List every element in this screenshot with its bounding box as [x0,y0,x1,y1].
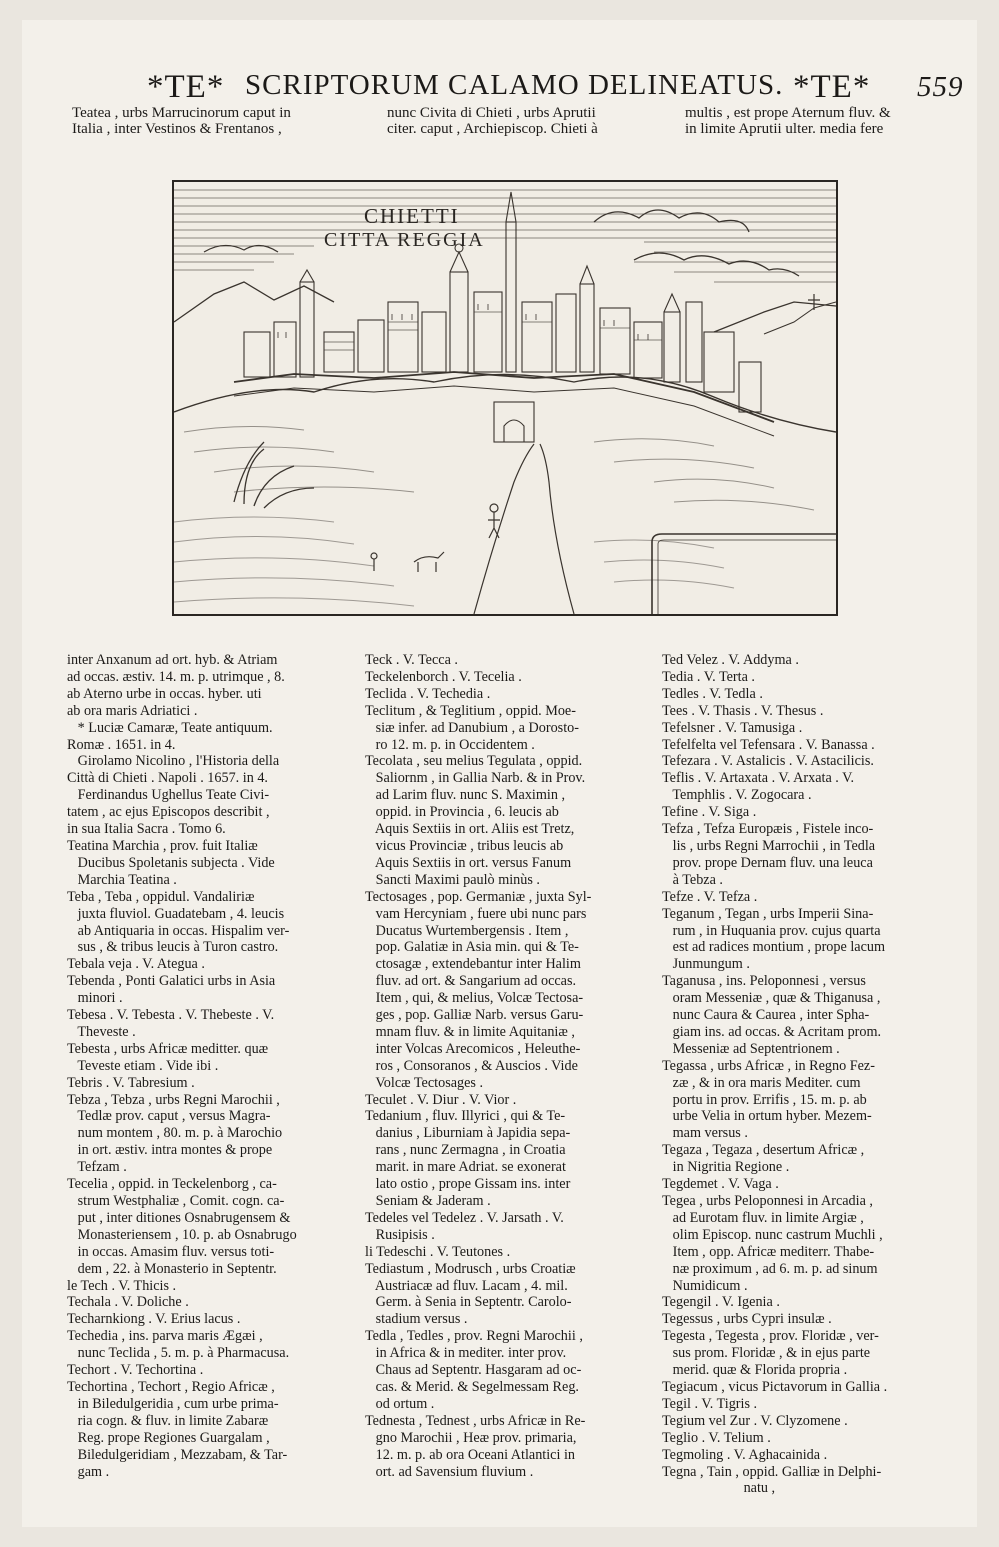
entry-line: sus , & tribus leucis à Turon castro. [67,939,279,956]
entry-line: stadium versus . [365,1311,468,1328]
entry-line: Tegdemet . V. Vaga . [662,1176,779,1193]
entry-line: vam Hercyniam , fuere ubi nunc pars [365,905,587,922]
entry-line: Teganum , Tegan , urbs Imperii Sina- [662,905,874,922]
entry-line: zæ , & in ora maris Mediter. cum [662,1074,861,1091]
entry-line: nunc Teclida , 5. m. p. à Pharmacusa. [67,1345,290,1362]
entry-line: od ortum . [365,1395,435,1412]
header-tag-left: *TE* [147,69,225,105]
entries-column-2 [365,652,647,1480]
entry-line: in ort. æstiv. intra montes & prope [67,1142,273,1159]
entry-line: giam ins. ad occas. & Acritam prom. [662,1023,882,1040]
entry-line: Tefezara . V. Astalicis . V. Astacilicis. [662,753,874,770]
entry-line: nunc Caura & Caurea , inter Spha- [662,1007,870,1024]
entry-line: Chaus ad Septentr. Hasgaram ad oc- [365,1362,582,1379]
page-number: 559 [917,71,964,103]
entry-line: Girolamo Nicolino , l'Historia della [67,753,280,770]
mountain [174,282,334,322]
entry-line: inter Anxanum ad ort. hyb. & Atriam [67,652,278,668]
entry-line: Tegesta , Tegesta , prov. Floridæ , ver- [662,1328,879,1345]
entry-line: cas. & Merid. & Segelmessam Reg. [365,1378,579,1395]
entry-line: Tebala veja . V. Ategua . [67,956,205,973]
entry-line: Tebza , Tebza , urbs Regni Marochii , [67,1091,280,1108]
entry-line: Theveste . [67,1023,136,1040]
mountain [764,302,836,334]
entry-line: Tegaza , Tegaza , desertum Africæ , [662,1142,865,1159]
entry-line: Numidicum . [662,1277,748,1294]
cloud [594,210,749,232]
entry-line: ros , Consoranos , & Auscios . Vide [365,1057,578,1074]
entry-line: Tebesta , urbs Africæ meditter. quæ [67,1040,269,1057]
entry-line: mnam fluv. & in limite Aquitaniæ , [365,1023,575,1040]
entry-line: Tednesta , Tednest , urbs Africæ in Re- [365,1412,586,1429]
entry-line: gam . [67,1463,110,1480]
entry-line: Techort . V. Techortina . [67,1362,204,1379]
entry-line: in occas. Amasim fluv. versus toti- [67,1243,275,1260]
page-sheet [22,20,977,1527]
engraving-drawing [174,182,836,614]
entry-line: Tegna , Tain , oppid. Galliæ in Delphi- [662,1463,882,1480]
entry-line: Aquis Sextiis in ort. Aliis est Tretz, [365,821,575,838]
entry-line: Città di Chieti . Napoli . 1657. in 4. [67,770,268,787]
entry-line: Monasteriensem , 10. p. ab Osnabrugo [67,1226,297,1243]
entry-line: ab Antiquaria in occas. Hispalim ver- [67,922,290,939]
entry-line: pop. Galatiæ in Asia min. qui & Te- [365,939,579,956]
entry-line: ort. ad Savensium fluvium . [365,1463,534,1480]
entry-line: Rusipisis . [365,1226,435,1243]
entry-line: est ad radices montium , prope lacum [662,939,885,956]
entry-line: Tedlæ prov. caput , versus Magra- [67,1108,271,1125]
entry-line: Tegessus , urbs Cypri insulæ . [662,1311,832,1328]
entry-line: næ proximum , ad 6. m. p. ad sinum [662,1260,878,1277]
entry-line: Techedia , ins. parva maris Ægæi , [67,1328,263,1345]
entry-line: Biledulgeridiam , Mezzabam, & Tar- [67,1446,288,1463]
entry-line: Item , opp. Africæ mediterr. Thabe- [662,1243,875,1260]
entry-line: ria cogn. & fluv. in limite Zabaræ [67,1412,269,1429]
entry-line: in sua Italia Sacra . Tomo 6. [67,821,226,838]
entry-line: Messeniæ ad Septentrionem . [662,1040,840,1057]
plant [234,442,314,508]
intro-line: nunc Civita di Chieti , urbs Aprutii [387,105,596,121]
entry-line: Saliornm , in Gallia Narb. & in Prov. [365,770,586,787]
entry-line: Tegium vel Zur . V. Clyzomene . [662,1412,848,1429]
entry-line: ges , pop. Galliæ Narb. versus Garu- [365,1007,584,1024]
intro-column-middle [387,105,598,137]
entry-line: Teveste etiam . Vide ibi . [67,1057,219,1074]
entry-line: Techortina , Techort , Regio Africæ , [67,1378,275,1395]
entry-line: dem , 22. à Monasterio in Septentr. [67,1260,277,1277]
entry-line: Tegengil . V. Igenia . [662,1294,780,1311]
entry-line: li Tedeschi . V. Teutones . [365,1243,511,1260]
road [474,444,534,614]
entry-line: Austriacæ ad fluv. Lacam , 4. mil. [365,1277,568,1294]
entry-line: ad occas. æstiv. 14. m. p. utrimque , 8. [67,668,285,685]
entry-line: urbe Velia in ortum hyber. Mezem- [662,1108,872,1125]
entry-line: ad Eurotam fluv. in limite Argiæ , [662,1209,864,1226]
entry-line: Germ. à Senia in Septentr. Carolo- [365,1294,572,1311]
entry-line: oppid. in Provincia , 6. leucis ab [365,804,559,821]
entry-line: Teclida . V. Techedia . [365,685,491,702]
entry-line: in Africa & in mediter. inter prov. [365,1345,567,1362]
entry-line: juxta fluviol. Guadatebam , 4. leucis [67,905,285,922]
entries-column-1 [67,652,347,1480]
entry-line: Teatina Marchia , prov. fuit Italiæ [67,837,258,854]
entry-line: Marchia Teatina . [67,871,177,888]
intro-line: citer. caput , Archiepiscop. Chieti à [387,121,598,137]
entry-line: Tecolata , seu melius Tegulata , oppid. [365,753,583,770]
entry-line: Tedanium , fluv. Illyrici , qui & Te- [365,1108,566,1125]
entry-line: Aquis Sextiis in ort. versus Fanum [365,854,572,871]
intro-column-right [685,105,891,137]
entry-line: Teclitum , & Teglitium , oppid. Moe- [365,702,576,719]
entry-line: Teculet . V. Diur . V. Vior . [365,1091,517,1108]
entry-line: in Biledulgeridia , cum urbe prima- [67,1395,279,1412]
entry-line: tatem , ac ejus Episcopos describit , [67,804,270,821]
hilltop-cross [808,294,820,310]
entry-line: Tedles . V. Tedla . [662,685,763,702]
entry-line: Techala . V. Doliche . [67,1294,189,1311]
entry-line: gno Marochii , Heæ prov. primaria, [365,1429,577,1446]
intro-line: Teatea , urbs Marrucinorum caput in [72,105,291,121]
entry-line: Tebenda , Ponti Galatici urbs in Asia [67,973,276,990]
city-wall [234,372,774,422]
entry-line: Ted Velez . V. Addyma . [662,652,799,668]
entry-line: Ducatus Wurtembergensis . Item , [365,922,569,939]
entry-line: Tectosages , pop. Germaniæ , juxta Syl- [365,888,592,905]
entry-line: Tegassa , urbs Africæ , in Regno Fez- [662,1057,875,1074]
entry-line: ab Aterno urbe in occas. hyber. uti [67,685,262,702]
road [540,444,574,614]
foreground-hatching [174,517,734,606]
entry-line: Tebesa . V. Tebesta . V. Thebeste . V. [67,1007,275,1024]
entry-line: minori . [67,990,123,1007]
entry-line: à Tebza . [662,871,723,888]
intro-column-left [72,105,291,137]
entry-line: Tedla , Tedles , prov. Regni Marochii , [365,1328,583,1345]
entry-line: rum , in Huquania prov. cujus quarta [662,922,881,939]
entry-line: Sancti Maximi paulò minùs . [365,871,540,888]
entry-line: Ferdinandus Ughellus Teate Civi- [67,787,270,804]
entries-column-3 [662,652,952,1497]
cloud [634,253,799,276]
entry-line: Tecelia , oppid. in Teckelenborg , ca- [67,1176,277,1193]
entry-line: Tegmoling . V. Aghacainida . [662,1446,828,1463]
entry-line: Teflis . V. Artaxata . V. Arxata . V. [662,770,855,787]
entry-line: Tebris . V. Tabresium . [67,1074,195,1091]
entry-line: Tefelsner . V. Tamusiga . [662,719,803,736]
entry-line: prov. prope Dernam fluv. una leuca [662,854,873,871]
entry-line: Item , qui, & melius, Volcæ Tectosa- [365,990,584,1007]
intro-line: in limite Aprutii ulter. media fere [685,121,884,137]
header-title: SCRIPTORUM CALAMO DELINEATUS. [245,69,784,101]
entry-line: in Nigritia Regione . [662,1159,790,1176]
entry-line: oram Messeniæ , quæ & Thiganusa , [662,990,881,1007]
entry-line: Tees . V. Thasis . V. Thesus . [662,702,824,719]
entry-line: Reg. prope Regiones Guargalam , [67,1429,270,1446]
entry-line: Ducibus Spoletanis subjecta . Vide [67,854,275,871]
entry-line: lato ostio , prope Gissam ins. inter [365,1176,571,1193]
entry-line: Tedia . V. Terta . [662,668,755,685]
entry-line: rans , nunc Zermagna , in Croatia [365,1142,566,1159]
entry-line: Tegiacum , vicus Pictavorum in Gallia . [662,1378,888,1395]
entry-line: portu in prov. Errifis , 15. m. p. ab [662,1091,867,1108]
sky-hatching [174,190,836,282]
entry-line: lis , urbs Regni Marrochii , in Tedla [662,837,876,854]
entry-line: Teglio . V. Telium . [662,1429,771,1446]
engraving-caption-subtitle: CITTA REGGIA [324,229,485,251]
entry-line: Tediastum , Modrusch , urbs Croatiæ [365,1260,576,1277]
entry-line: Tegea , urbs Peloponnesi in Arcadia , [662,1193,873,1209]
entry-line: Teba , Teba , oppidul. Vandaliriæ [67,888,255,905]
entry-line: Temphlis . V. Zogocara . [662,787,812,804]
entry-line: Seniam & Jaderam . [365,1193,491,1209]
figure [371,504,500,572]
entry-line: strum Westphaliæ , Comit. cogn. ca- [67,1193,285,1209]
entry-line: merid. quæ & Florida propria . [662,1362,848,1379]
intro-line: multis , est prope Aternum fluv. & [685,105,891,121]
entry-line: Volcæ Tectosages . [365,1074,484,1091]
windows [278,304,648,340]
entry-line: Tefza , Tefza Europæis , Fistele inco- [662,821,874,838]
entry-line: danius , Liburniam à Japidia sepa- [365,1125,571,1142]
entry-line: Teckelenborch . V. Tecelia . [365,668,522,685]
cartouche [652,534,836,614]
entry-line: ad Larim fluv. nunc S. Maximin , [365,787,566,804]
entry-line: marit. in mare Adriat. se exonerat [365,1159,566,1176]
entry-line: sus prom. Floridæ , & in ejus parte [662,1345,871,1362]
entry-line: ab ora maris Adriatici . [67,702,198,719]
entry-line: Tefzam . [67,1159,127,1176]
entry-line: Techarnkiong . V. Erius lacus . [67,1311,241,1328]
entry-line: Junmungum . [662,956,750,973]
entry-line: ro 12. m. p. in Occidentem . [365,736,535,753]
entry-line: le Tech . V. Thicis . [67,1277,177,1294]
hill-outline [174,375,836,433]
entry-line: Romæ . 1651. in 4. [67,736,176,753]
entry-line: Teck . V. Tecca . [365,652,458,668]
city-view-engraving [172,180,838,616]
entry-line: 12. m. p. ab ora Oceani Atlantici in [365,1446,575,1463]
entry-line: ctosagæ , extendebantur inter Halim [365,956,581,973]
entry-line: put , inter ditiones Osnabrugensem & [67,1209,291,1226]
entry-line: Taganusa , ins. Peloponnesi , versus [662,973,866,990]
entry-line: vicus Provinciæ , tribus leucis ab [365,837,564,854]
entry-line: natu , [662,1480,776,1497]
entry-line: num montem , 80. m. p. à Marochio [67,1125,283,1142]
entry-line: Tefelfelta vel Tefensara . V. Banassa . [662,736,875,753]
entry-line: * Luciæ Camaræ, Teate antiquum. [67,719,273,736]
entry-line: olim Episcop. nunc castrum Muchli , [662,1226,883,1243]
entry-line: Tefine . V. Siga . [662,804,757,821]
entry-line: fluv. ad ort. & Sangarium ad occas. [365,973,577,990]
entry-line: Tefze . V. Tefza . [662,888,758,905]
roof-hatching [324,312,662,350]
engraving-caption-city: CHIETTI [364,204,460,228]
intro-line: Italia , inter Vestinos & Frentanos , [72,121,282,137]
entry-line: Tedeles vel Tedelez . V. Jarsath . V. [365,1209,564,1226]
header-tag-right: *TE* [793,69,871,105]
entry-line: mam versus . [662,1125,748,1142]
entry-line: Tegil . V. Tigris . [662,1395,758,1412]
entry-line: siæ infer. ad Danubium , a Dorosto- [365,719,579,736]
entry-line: inter Volcas Arecomicos , Heleuthe- [365,1040,581,1057]
